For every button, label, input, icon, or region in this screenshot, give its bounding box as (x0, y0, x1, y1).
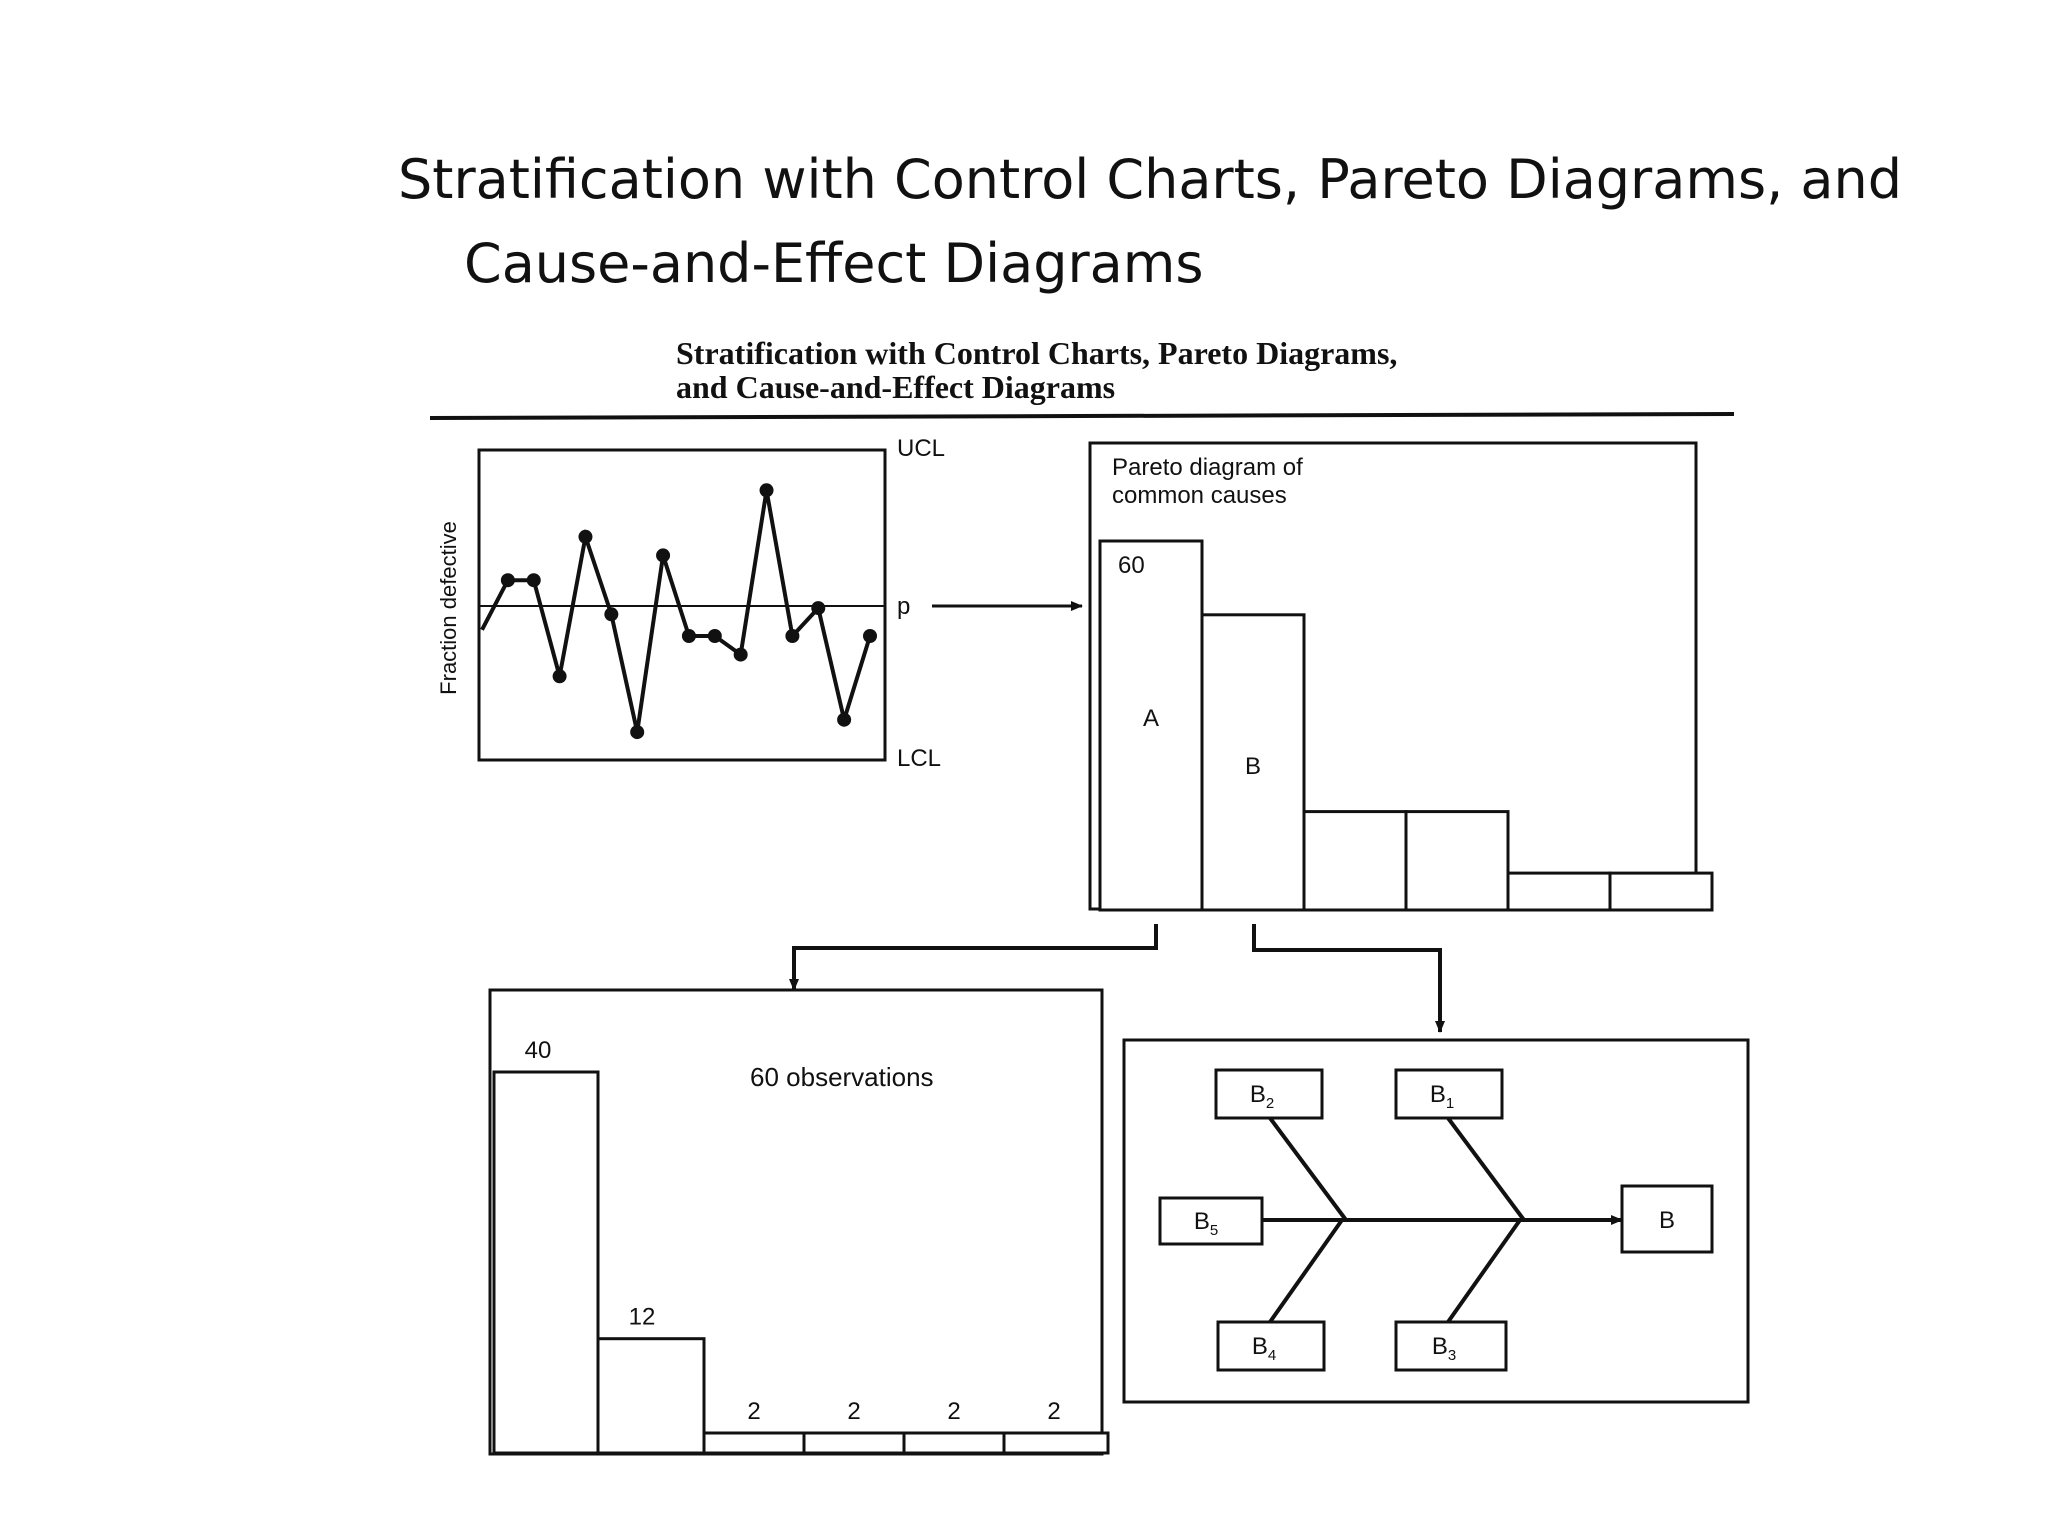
control-chart-point (501, 573, 515, 587)
observation-bar-value: 2 (1047, 1398, 1061, 1425)
pareto-bar (1304, 812, 1406, 910)
slide-title-line-2: Cause-and-Effect Diagrams (464, 232, 1204, 295)
svg-text:B1: $B_1$ (1429, 1081, 1455, 1112)
figure-title-rule (430, 414, 1734, 418)
cause-box-b5 (1160, 1198, 1262, 1244)
svg-text:B5: $B_5$ (1193, 1208, 1219, 1239)
cause-box-b3 (1396, 1322, 1506, 1370)
pareto-bar (1508, 873, 1610, 910)
figure-title-line-2: and Cause-and-Effect Diagrams (676, 369, 1116, 405)
observation-bar-value: 2 (947, 1398, 961, 1425)
control-chart-point (630, 725, 644, 739)
pareto-category-label: B (1244, 753, 1262, 780)
center-line-label: p (897, 593, 911, 620)
control-chart-point (578, 530, 592, 544)
observation-bar-value: 2 (847, 1398, 861, 1425)
svg-text:B3: $B_3$ (1431, 1333, 1457, 1364)
effect-box-b (1622, 1186, 1712, 1252)
observation-bar-value: 2 (747, 1398, 761, 1425)
cause-box-b1 (1396, 1070, 1502, 1118)
control-chart-point (553, 669, 567, 683)
control-chart-point (604, 607, 618, 621)
svg-text:B4: $B_4$ (1251, 1333, 1277, 1364)
pareto-bar (1610, 873, 1712, 910)
svg-text:B2: $B_2$ (1249, 1081, 1275, 1112)
control-chart-point (863, 629, 877, 643)
control-chart-y-axis-label: Fraction defective (436, 521, 461, 695)
pareto-observations (490, 990, 1108, 1454)
control-chart-point (734, 648, 748, 662)
control-chart-point (760, 483, 774, 497)
lcl-label: LCL (897, 745, 942, 772)
svg-text:B: B (1658, 1207, 1676, 1234)
pareto-common-causes (1090, 443, 1712, 910)
slide-title-line-1: Stratification with Control Charts, Pareto Diagrams, and (398, 148, 1903, 211)
bone-b1 (1448, 1118, 1524, 1220)
control-chart-series-line (482, 490, 870, 732)
ucl-label: UCL (897, 435, 946, 462)
cause-box-b4 (1218, 1322, 1324, 1370)
figure-title-line-1: Stratification with Control Charts, Pareto Diagrams, (676, 335, 1398, 371)
control-chart-point (811, 601, 825, 615)
arrow-a-to-pareto (794, 924, 1156, 990)
control-chart (436, 435, 1082, 772)
control-chart-point (682, 629, 696, 643)
pareto-category-label: A (1142, 705, 1160, 732)
pareto-bar (1406, 812, 1508, 910)
observation-bar (494, 1072, 598, 1453)
pareto-bar-value: 60 (1118, 552, 1145, 579)
observation-bar (598, 1339, 704, 1453)
observation-bar (1004, 1433, 1108, 1453)
bone-b3 (1448, 1220, 1520, 1322)
observation-bar (904, 1433, 1004, 1453)
control-chart-point (785, 629, 799, 643)
control-chart-point (656, 548, 670, 562)
observation-bar (804, 1433, 904, 1453)
bone-b4 (1270, 1220, 1342, 1322)
observation-bar (704, 1433, 804, 1453)
arrow-b-to-fishbone (1254, 924, 1440, 1032)
observation-bar-value: 12 (628, 1303, 656, 1331)
pareto-title-line-2: common causes (1112, 482, 1287, 509)
cause-and-effect-diagram (1124, 1040, 1748, 1402)
control-chart-point (708, 629, 722, 643)
observation-bar-value: 40 (524, 1037, 552, 1064)
control-chart-point (527, 573, 541, 587)
pareto-title-line-1: Pareto diagram of (1112, 454, 1303, 481)
control-chart-point (837, 713, 851, 727)
observations-title: 60 observations (750, 1062, 934, 1092)
cause-box-b2 (1216, 1070, 1322, 1118)
bone-b2 (1270, 1118, 1346, 1220)
